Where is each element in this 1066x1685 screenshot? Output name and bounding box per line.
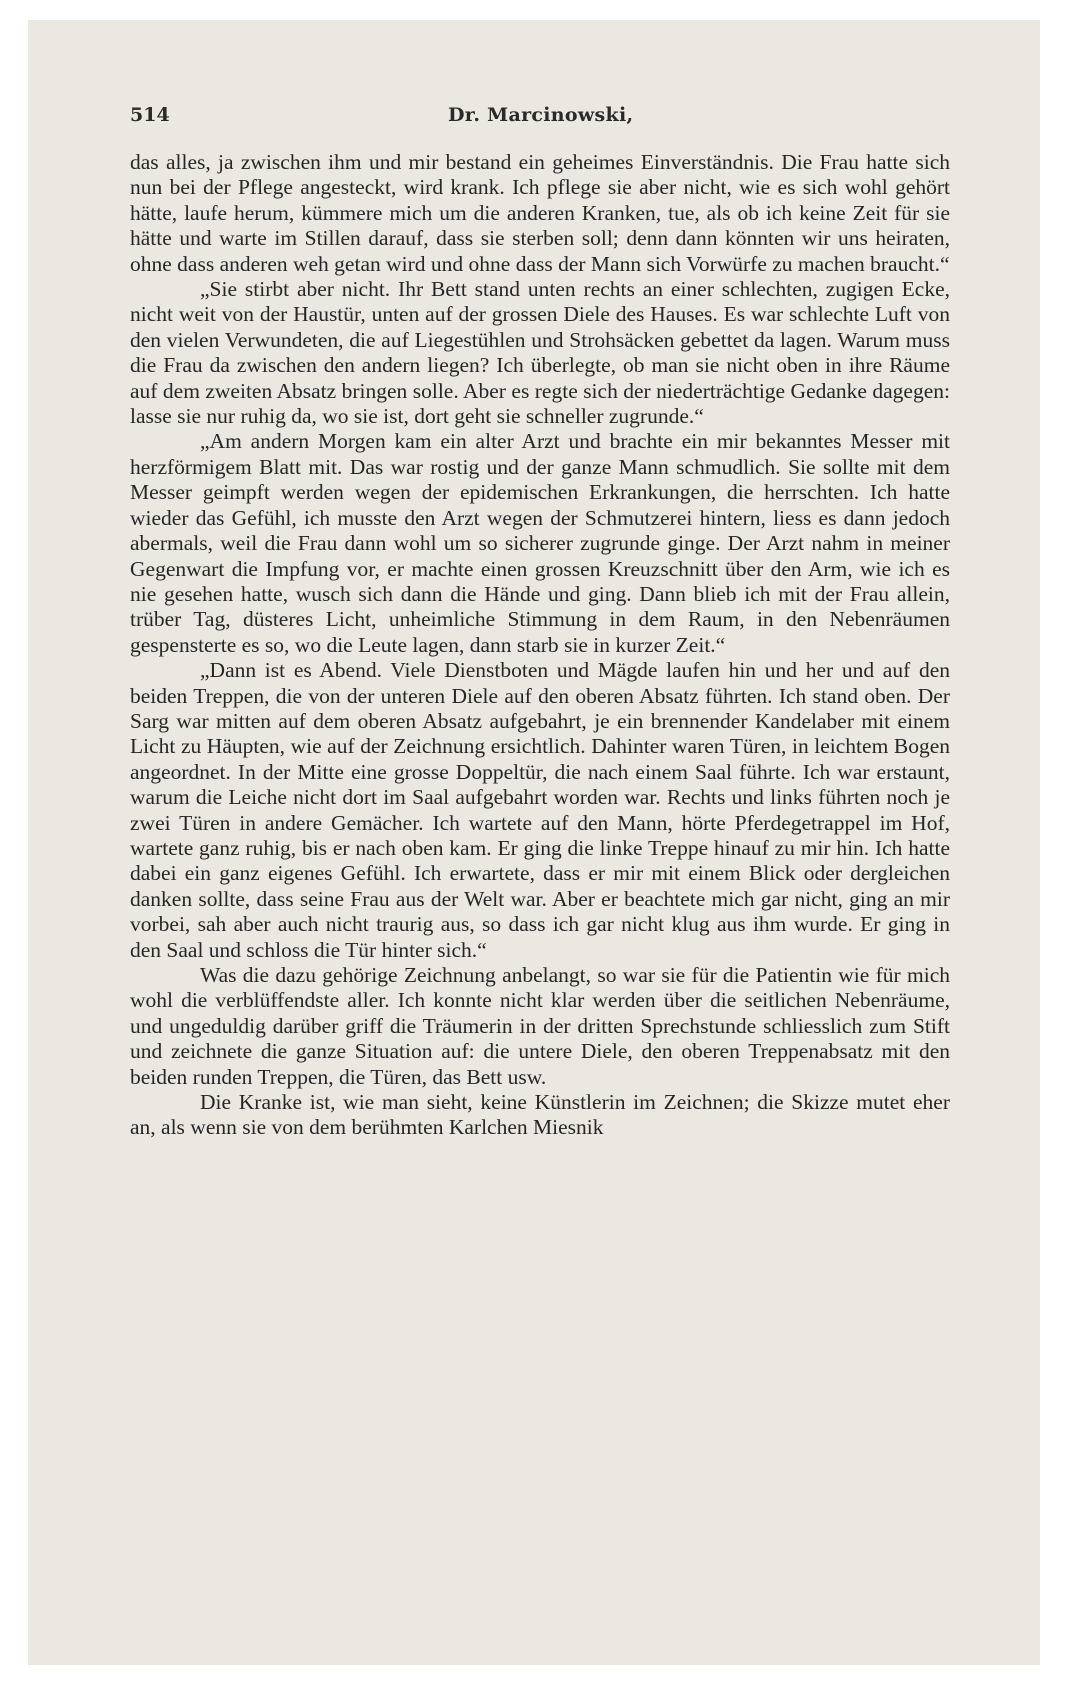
paragraph-6: Die Kranke ist, wie man sieht, keine Künstlerin im Zeichnen; die Skizze mutet eher an, als wenn sie von dem berühmten Karlchen Miesnik [130,1090,950,1140]
page-header [130,104,955,134]
paragraph-4: „Dann ist es Abend. Viele Dienstboten und Mägde laufen hin und her und auf den beiden Treppen, die von der unteren Diele auf den oberen Absatz führten. Ich stand oben. Der Sarg war mitten auf dem oberen Absatz aufgebahrt, je ein brennender Kandelaber mit einem Licht zu Häupten, wie auf der Zeichnung ersichtlich. Dahinter waren Türen, in leichtem Bogen angeordnet. In der Mitte eine grosse Doppeltür, die nach einem Saal führte. Ich war erstaunt, warum die Leiche nicht dort im Saal aufgebahrt worden war. Rechts und links führten noch je zwei Türen in andere Gemächer. Ich wartete auf den Mann, hörte Pferdegetrappel im Hof, wartete ganz ruhig, bis er nach oben kam. Er ging die linke Treppe hinauf zu mir hin. Ich hatte dabei ein ganz eigenes Gefühl. Ich erwartete, dass er mir mit einem Blick oder dergleichen danken sollte, dass seine Frau aus der Welt war. Aber er beachtete mich gar nicht, ging an mir vorbei, sah aber auch nicht traurig aus, so dass ich gar nicht klug aus ihm wurde. Er ging in den Saal und schloss die Tür hinter sich.“ [130,658,950,962]
body-text [130,150,950,1141]
paragraph-1: das alles, ja zwischen ihm und mir bestand ein geheimes Einverständnis. Die Frau hatte sich nun bei der Pflege angesteckt, wird krank. Ich pflege sie aber nicht, wie es sich wohl gehört hätte, laufe herum, kümmere mich um die anderen Kranken, tue, als ob ich keine Zeit für sie hätte und warte im Stillen darauf, dass sie sterben soll; denn dann könnten wir uns heiraten, ohne dass anderen weh getan wird und ohne dass der Mann sich Vorwürfe zu machen braucht.“ [130,150,950,276]
paragraph-3: „Am andern Morgen kam ein alter Arzt und brachte ein mir bekanntes Messer mit herzförmigem Blatt mit. Das war rostig und der ganze Mann schmudlich. Sie sollte mit dem Messer geimpft werden wegen der epidemischen Erkrankungen, die herrschten. Ich hatte wieder das Gefühl, ich musste den Arzt wegen der Schmutzerei hintern, liess es dann jedoch abermals, weil die Frau dann wohl um so sicherer zugrunde ginge. Der Arzt nahm in meiner Gegenwart die Impfung vor, er machte einen grossen Kreuzschnitt über den Arm, wie ich es nie gesehen hatte, wusch sich dann die Hände und ging. Dann blieb ich mit der Frau allein, trüber Tag, düsteres Licht, unheimliche Stimmung in dem Raum, in den Nebenräumen gespensterte es so, wo die Leute lagen, dann starb sie in kurzer Zeit.“ [130,429,950,657]
page-number: 514 [130,104,170,126]
paragraph-2: „Sie stirbt aber nicht. Ihr Bett stand unten rechts an einer schlechten, zugigen Ecke, nicht weit von der Haustür, unten auf der grossen Diele des Hauses. Es war schlechte Luft von den vielen Verwundeten, die auf Liegestühlen und Strohsäcken gebettet da lagen. Warum muss die Frau da zwischen den andern liegen? Ich überlegte, ob man sie nicht oben in ihre Räume auf dem zweiten Absatz bringen solle. Aber es regte sich der niederträchtige Gedanke dagegen: lasse sie nur ruhig da, wo sie ist, dort geht sie schneller zugrunde.“ [130,277,950,429]
running-head: Dr. Marcinowski, [448,104,634,126]
paragraph-5: Was die dazu gehörige Zeichnung anbelangt, so war sie für die Patientin wie für mich wohl die verblüffendste aller. Ich konnte nicht klar werden über die seitlichen Nebenräume, und ungeduldig darüber griff die Träumerin in der dritten Sprechstunde schliesslich zum Stift und zeichnete die ganze Situation auf: die untere Diele, den oberen Treppenabsatz mit den beiden runden Treppen, die Türen, das Bett usw. [130,963,950,1089]
